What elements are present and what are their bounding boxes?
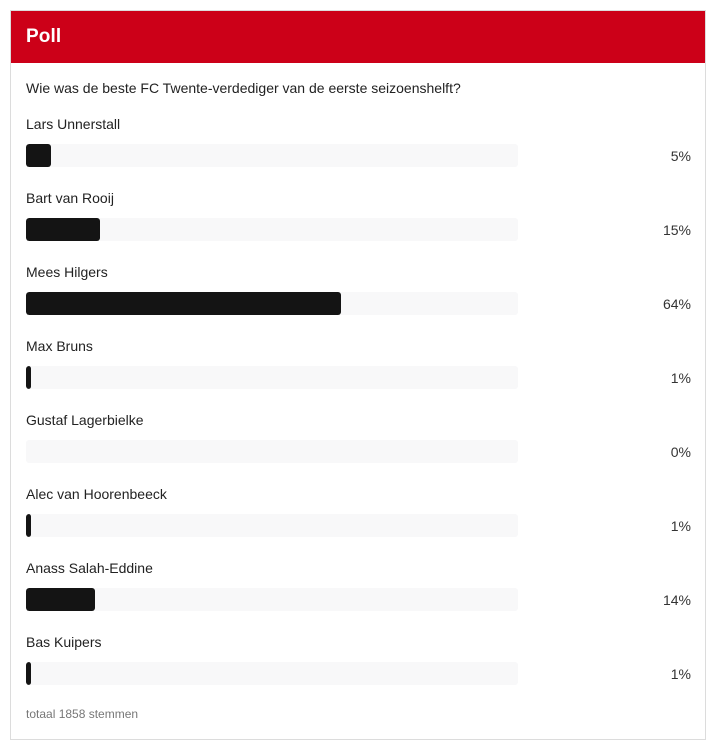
option-percentage: 5%	[670, 148, 691, 164]
poll-option[interactable]	[26, 264, 691, 324]
option-bar[interactable]	[26, 588, 518, 611]
poll-title: Poll	[26, 26, 62, 47]
option-bar-fill	[26, 292, 341, 315]
poll-widget	[10, 10, 706, 740]
option-label: Bas Kuipers	[26, 634, 102, 650]
poll-option[interactable]	[26, 634, 691, 694]
option-bar-fill	[26, 366, 31, 389]
option-label: Mees Hilgers	[26, 264, 108, 280]
poll-option[interactable]	[26, 412, 691, 472]
option-bar[interactable]	[26, 366, 518, 389]
poll-question: Wie was de beste FC Twente-verdediger van de eerste seizoenshelft?	[26, 80, 461, 96]
option-percentage: 0%	[670, 444, 691, 460]
option-label: Alec van Hoorenbeeck	[26, 486, 167, 502]
poll-option[interactable]	[26, 338, 691, 398]
poll-header	[11, 11, 705, 63]
option-bar[interactable]	[26, 662, 518, 685]
option-label: Anass Salah-Eddine	[26, 560, 153, 576]
option-bar[interactable]	[26, 440, 518, 463]
option-bar-fill	[26, 144, 51, 167]
total-votes: totaal 1858 stemmen	[26, 707, 139, 721]
option-percentage: 1%	[670, 370, 691, 386]
poll-option[interactable]	[26, 486, 691, 546]
option-label: Gustaf Lagerbielke	[26, 412, 144, 428]
option-bar-fill	[26, 588, 95, 611]
option-percentage: 1%	[670, 518, 691, 534]
option-bar-fill	[26, 662, 31, 685]
option-bar[interactable]	[26, 292, 518, 315]
option-bar[interactable]	[26, 218, 518, 241]
poll-option[interactable]	[26, 190, 691, 250]
option-label: Bart van Rooij	[26, 190, 114, 206]
option-percentage: 15%	[662, 222, 691, 238]
poll-option[interactable]	[26, 560, 691, 620]
option-percentage: 1%	[670, 666, 691, 682]
option-percentage: 14%	[662, 592, 691, 608]
poll-option[interactable]	[26, 116, 691, 176]
option-label: Lars Unnerstall	[26, 116, 121, 132]
option-bar[interactable]	[26, 144, 518, 167]
option-bar-fill	[26, 218, 100, 241]
option-percentage: 64%	[662, 296, 691, 312]
option-bar[interactable]	[26, 514, 518, 537]
option-bar-fill	[26, 514, 31, 537]
option-label: Max Bruns	[26, 338, 93, 354]
